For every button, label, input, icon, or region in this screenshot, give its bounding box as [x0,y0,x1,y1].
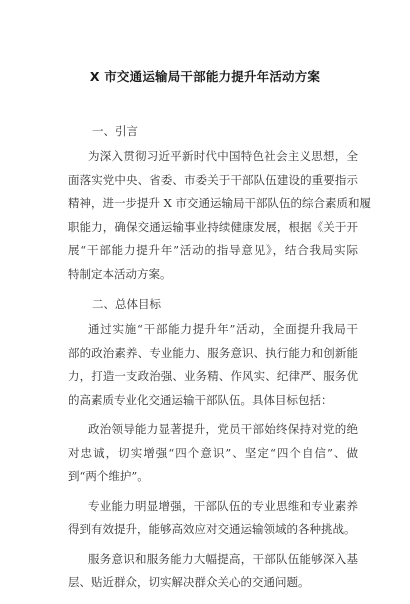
document-body [68,122,371,604]
paragraph-line: 职能力，确保交通运输事业持续健康发展，根据《关于开 [68,219,358,234]
paragraph-line: 层、贴近群众，切实解决群众关心的交通问题。 [68,575,310,589]
paragraph-line: 服务意识和服务能力大幅提高，干部队伍能够深入基 [88,551,358,566]
paragraph-line: 专业能力明显增强，干部队伍的专业思维和专业素养 [88,498,358,513]
paragraph-professional-ability [68,498,358,545]
paragraph-line: 为深入贯彻习近平新时代中国特色社会主义思想，全 [88,149,358,163]
paragraph-line: 展“干部能力提升年”活动的指导意见》，结合我局实际 [68,243,358,257]
paragraph-line: 部的政治素养、专业能力、服务意识、执行能力和创新能 [68,345,358,360]
paragraph-line: 到“两个维护”。 [68,469,149,483]
paragraph-line: 政治领导能力显著提升，党员干部始终保持对党的绝 [88,422,358,436]
paragraph-line: 力，打造一支政治强、业务精、作风实、纪律严、服务优 [68,369,358,383]
paragraph-line: 面落实党中央、省委、市委关于干部队伍建设的重要指示 [68,172,358,187]
paragraph-political-ability [68,421,358,492]
paragraph-line: 特制定本活动方案。 [68,266,172,281]
section-heading-introduction: 一、引言 [92,124,138,138]
paragraph-line: 对忠诚，切实增强“四个意识”、坚定“四个自信”、做 [68,445,358,460]
paragraph-service-ability [68,551,358,598]
document-title: X 市交通运输局干部能力提升年活动方案 [89,69,321,84]
paragraph-line: 得到有效提升，能够高效应对交通运输领域的各种挑战。 [68,522,356,536]
paragraph-line: 通过实施“干部能力提升年”活动，全面提升我局干 [88,322,358,336]
paragraph-overall-goals [68,321,358,415]
paragraph-line: 的高素质专业化交通运输干部队伍。具体目标包括： [68,392,333,407]
paragraph-line: 精神，进一步提升 X 市交通运输局干部队伍的综合素质和履 [68,196,371,210]
section-heading-overall-goals: 二、总体目标 [92,297,161,311]
paragraph-introduction [68,148,371,289]
